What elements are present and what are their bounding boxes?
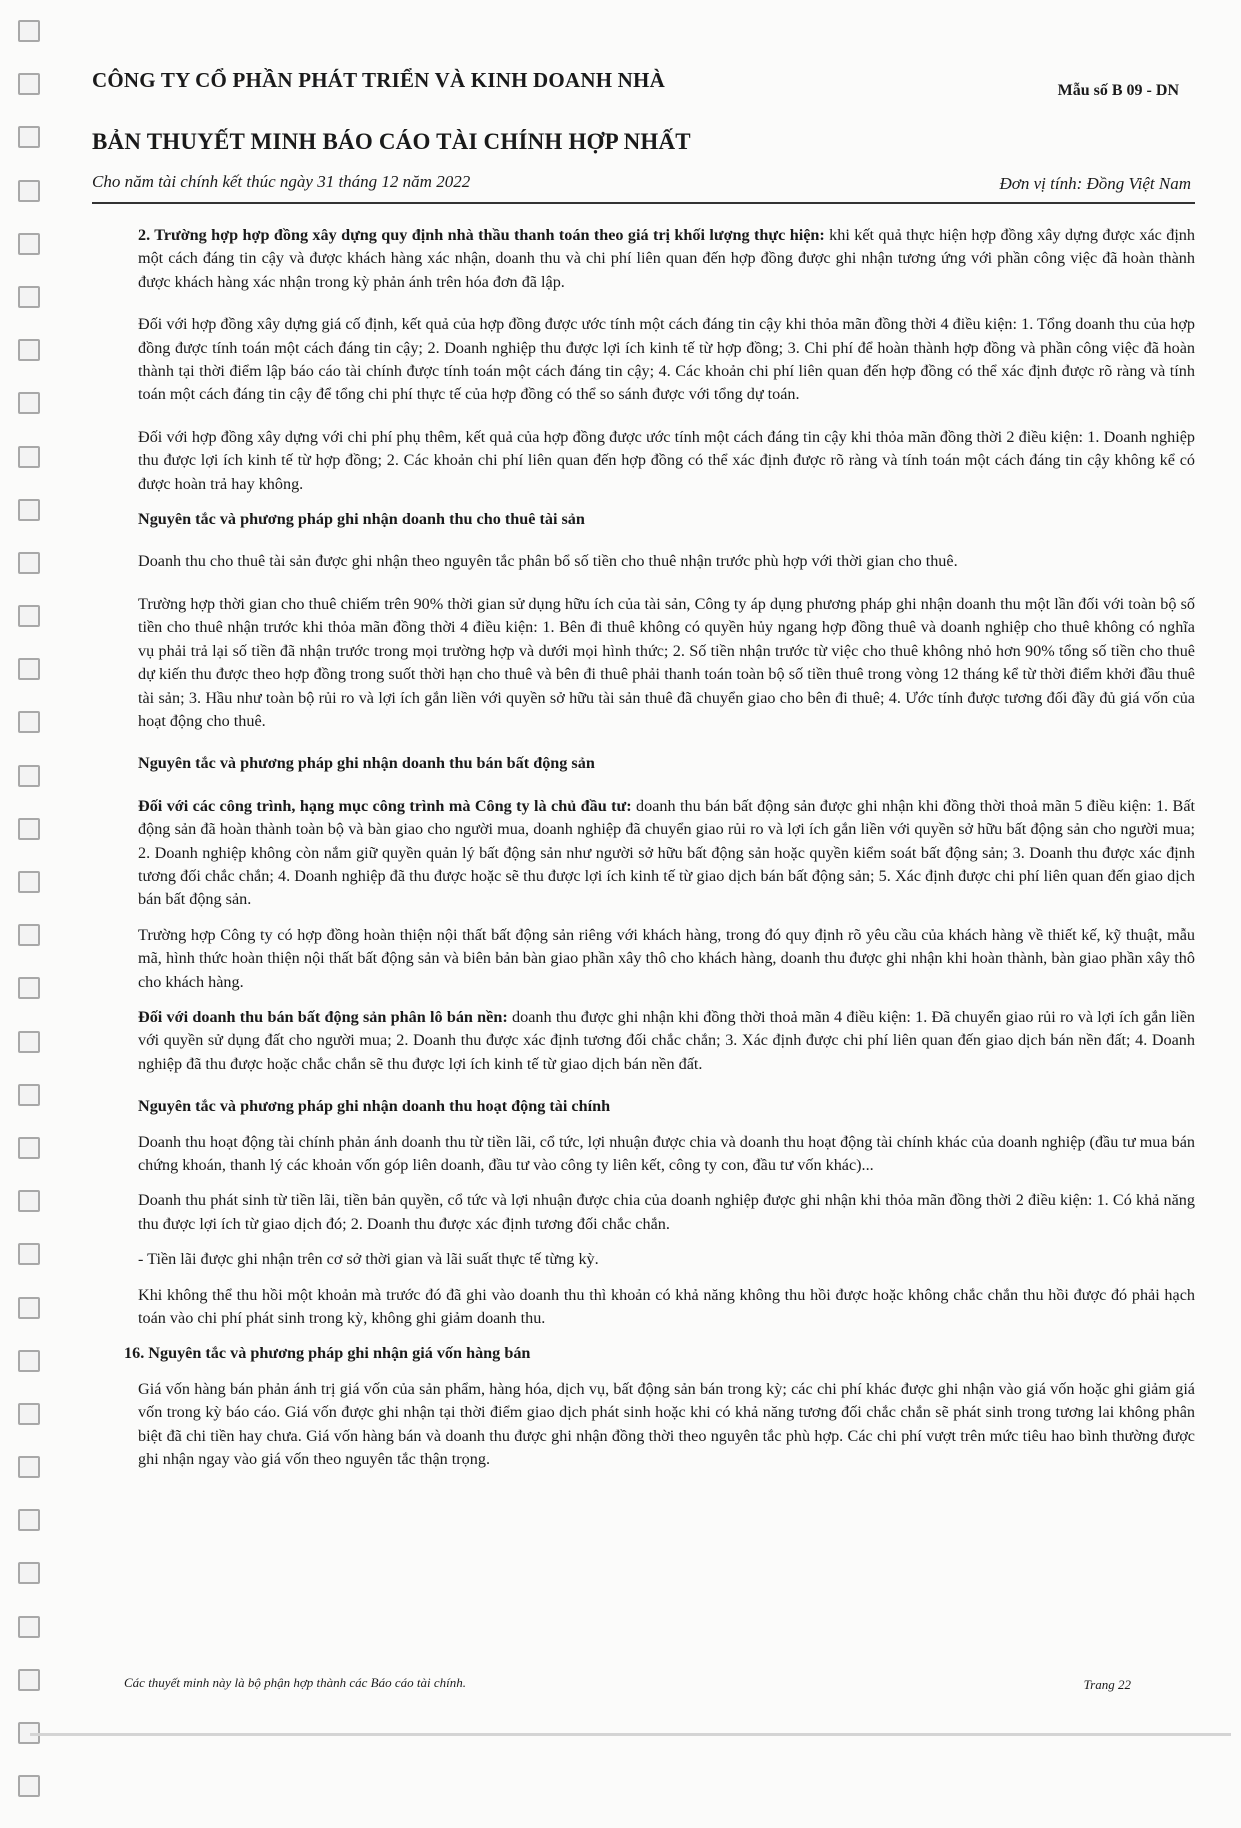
paragraph-land-plots <box>138 1006 1195 1076</box>
binding-hole <box>18 765 40 787</box>
section-heading-cost-of-goods-sold: 16. Nguyên tắc và phương pháp ghi nhận giá vốn hàng bán <box>124 1344 531 1363</box>
paragraph-uncollectible: Khi không thể thu hồi một khoản mà trước đó đã ghi vào doanh thu thì khoản có khả năng không thu hồi được hoặc không chắc chắn thu hồi được đó phải hạch toán vào chi phí phát sinh trong kỳ, không ghi giảm doanh thu. <box>138 1285 1195 1328</box>
binding-hole <box>18 1456 40 1478</box>
binding-hole <box>18 1084 40 1106</box>
binding-hole <box>18 446 40 468</box>
binding-hole <box>18 233 40 255</box>
binding-hole <box>18 711 40 733</box>
paragraph-lease-allocation: Doanh thu cho thuê tài sản được ghi nhận theo nguyên tắc phân bổ số tiền cho thuê nhận trước phù hợp với thời gian cho thuê. <box>138 552 958 571</box>
binding-hole <box>18 126 40 148</box>
report-title: BẢN THUYẾT MINH BÁO CÁO TÀI CHÍNH HỢP NHẤT <box>92 129 691 154</box>
binding-hole <box>18 1562 40 1584</box>
paragraph-text: khi kết quả thực hiện hợp đồng xây dựng được xác định một cách đáng tin cậy và được khách hàng xác nhận, doanh thu và chi phí liên quan đến hợp đồng được ghi nhận tương ứng với phần công việc đã hoàn thành được khách hàng xác nhận trong kỳ phản ánh trên hóa đơn đã lập. <box>138 226 1195 291</box>
paragraph-interest-dividends: Doanh thu phát sinh từ tiền lãi, tiền bản quyền, cổ tức và lợi nhuận được chia của doanh nghiệp được ghi nhận khi thỏa mãn đồng thời 2 điều kiện: 1. Có khả năng thu được lợi ích từ giao dịch đó; 2. Doanh thu được xác định tương đối chắc chắn. <box>138 1191 1195 1233</box>
paragraph-interior-finishing: Trường hợp Công ty có hợp đồng hoàn thiện nội thất bất động sản riêng với khách hàng, trong đó quy định rõ yêu cầu của khách hàng về thiết kế, kỹ thuật, mẫu mã, hình thức hoàn thiện nội thất bất động sản và biên bản bàn giao phần xây thô cho khách hàng, doanh thu được ghi nhận khi hoàn thành, bàn giao phần xây thô cho khách hàng. <box>138 925 1195 991</box>
notes-body <box>124 224 1195 1490</box>
binding-hole <box>18 499 40 521</box>
section-heading-lease-revenue: Nguyên tắc và phương pháp ghi nhận doanh thu cho thuê tài sản <box>138 510 585 529</box>
binding-hole <box>18 180 40 202</box>
binding-hole <box>18 20 40 42</box>
paragraph-lease-one-time: Trường hợp thời gian cho thuê chiếm trên 90% thời gian sử dụng hữu ích của tài sản, Công ty áp dụng phương pháp ghi nhận doanh thu một lần đối với toàn bộ số tiền cho thuê nhận trước khi thỏa mãn đồng thời 4 điều kiện: 1. Bên đi thuê không có quyền hủy ngang hợp đồng thuê và doanh nghiệp cho thuê không có nghĩa vụ phải trả lại số tiền đã nhận trước trong mọi trường hợp và dưới mọi hình thức; 2. Số tiền nhận trước từ việc cho thuê không nhỏ hơn 90% tổng số tiền cho thuê dự kiến thu được theo hợp đồng trong suốt thời hạn cho thuê và bên đi thuê phải thanh toán toàn bộ số tiền thuê trong vòng 12 tháng kể từ thời điểm khởi đầu thuê tài sản; 3. Hầu như toàn bộ rủi ro và lợi ích gắn liền với quyền sở hữu tài sản thuê đã chuyển giao cho bên đi thuê; 4. Ước tính được tương đối đầy đủ giá vốn của hoạt động cho thuê. <box>138 594 1195 730</box>
binding-hole <box>18 1137 40 1159</box>
page-number: Trang 22 <box>1083 1677 1131 1692</box>
paragraph-cost-plus: Đối với hợp đồng xây dựng với chi phí phụ thêm, kết quả của hợp đồng được ước tính một cách đáng tin cậy khi thỏa mãn đồng thời 2 điều kiện: 1. Doanh nghiệp thu được lợi ích kinh tế từ hợp đồng; 2. Các khoản chi phí liên quan đến hợp đồng có thể xác định được rõ ràng và tính toán một cách đáng tin cậy không kể có được hoàn trả hay không. <box>138 427 1195 493</box>
paragraph-text: doanh thu bán bất động sản được ghi nhận khi đồng thời thoả mãn 5 điều kiện: 1. Bất động sản đã hoàn thành toàn bộ và bàn giao cho người mua, doanh nghiệp đã chuyển giao rủi ro và lợi ích gắn liền với quyền sở hữu bất động sản cho người mua; 2. Doanh nghiệp không còn nắm giữ quyền quản lý bất động sản như người sở hữu bất động sản hoặc quyền kiểm soát bất động sản; 3. Doanh thu được xác định tương đối chắc chắn; 4. Doanh nghiệp đã thu được hoặc sẽ thu được lợi ích kinh tế từ giao dịch bán bất động sản; 5. Xác định được chi phí liên quan đến giao dịch bán bất động sản. <box>138 796 1195 909</box>
paragraph-interest-basis: - Tiền lãi được ghi nhận trên cơ sở thời gian và lãi suất thực tế từng kỳ. <box>138 1250 599 1269</box>
binding-hole <box>18 818 40 840</box>
paragraph-cost-of-goods-sold: Giá vốn hàng bán phản ánh trị giá vốn của sản phẩm, hàng hóa, dịch vụ, bất động sản bán trong kỳ; các chi phí khác được ghi nhận vào giá vốn hoặc ghi giảm giá vốn trong kỳ báo cáo. Giá vốn được ghi nhận tại thời điểm giao dịch phát sinh hoặc khi có khả năng tương đối chắc chắn sẽ phát sinh trong tương lai không phân biệt đã chi tiền hay chưa. Giá vốn hàng bán và doanh thu được ghi nhận đồng thời theo nguyên tắc phù hợp. Các chi phí vượt trên mức tiêu hao bình thường được ghi nhận ngay vào giá vốn theo nguyên tắc thận trọng. <box>138 1379 1195 1469</box>
binding-hole <box>18 1616 40 1638</box>
binding-hole <box>18 924 40 946</box>
binding-hole <box>18 1775 40 1797</box>
form-number: Mẫu số B 09 - DN <box>1057 82 1179 99</box>
binding-hole <box>18 977 40 999</box>
binding-hole <box>18 1669 40 1691</box>
header-divider <box>92 202 1195 204</box>
binding-hole <box>18 1350 40 1372</box>
binding-hole <box>18 1243 40 1265</box>
paragraph-financial-revenue: Doanh thu hoạt động tài chính phản ánh doanh thu từ tiền lãi, cổ tức, lợi nhuận được chia và doanh thu hoạt động tài chính khác của doanh nghiệp (đầu tư mua bán chứng khoán, thanh lý các khoản vốn góp liên doanh, đầu tư vào công ty liên kết, công ty con, đầu tư vốn khác)... <box>138 1132 1195 1174</box>
binding-hole <box>18 552 40 574</box>
binding-hole <box>18 658 40 680</box>
page-bottom-edge <box>30 1733 1231 1736</box>
binding-hole <box>18 1403 40 1425</box>
binding-hole <box>18 605 40 627</box>
binding-hole <box>18 1297 40 1319</box>
paragraph-text: doanh thu được ghi nhận khi đồng thời thoả mãn 4 điều kiện: 1. Đã chuyển giao rủi ro và lợi ích gắn liền với quyền sử dụng đất cho người mua; 2. Doanh thu được xác định tương đối chắc chắn; 3. Xác định được chi phí liên quan đến giao dịch bán nền đất; 4. Doanh nghiệp đã thu được hoặc chắc chắn sẽ thu được lợi ích kinh tế từ giao dịch bán nền đất. <box>138 1007 1195 1073</box>
report-period: Cho năm tài chính kết thúc ngày 31 tháng 12 năm 2022 <box>92 172 471 191</box>
binding-hole <box>18 871 40 893</box>
binding-hole <box>18 73 40 95</box>
binding-hole <box>18 339 40 361</box>
binding-hole <box>18 1031 40 1053</box>
footer-note: Các thuyết minh này là bộ phận hợp thành các Báo cáo tài chính. <box>124 1675 466 1690</box>
binding-hole <box>18 1190 40 1212</box>
paragraph-fixed-price: Đối với hợp đồng xây dựng giá cố định, kết quả của hợp đồng được ước tính một cách đáng tin cậy khi thỏa mãn đồng thời 4 điều kiện: 1. Tổng doanh thu của hợp đồng được tính toán một cách đáng tin cậy; 2. Doanh nghiệp thu được lợi ích kinh tế từ hợp đồng; 3. Chi phí để hoàn thành hợp đồng và phần công việc đã hoàn thành tại thời điểm lập báo cáo tài chính được tính toán một cách đáng tin cậy; 4. Các khoản chi phí liên quan đến hợp đồng có thể xác định được rõ ràng và tính toán một cách đáng tin cậy để tổng chi phí thực tế của hợp đồng có thể so sánh được với tổng dự toán. <box>138 315 1195 404</box>
paragraph-lead-bold: Đối với các công trình, hạng mục công trình mà Công ty là chủ đầu tư: <box>138 796 632 815</box>
binding-hole <box>18 286 40 308</box>
section-heading-financial-revenue: Nguyên tắc và phương pháp ghi nhận doanh thu hoạt động tài chính <box>138 1097 611 1116</box>
paragraph-lead-bold: 2. Trường hợp hợp đồng xây dựng quy định nhà thầu thanh toán theo giá trị khối lượng thực hiện: <box>138 226 825 244</box>
paragraph-construction-by-volume <box>138 224 1195 294</box>
paragraph-developer-projects <box>138 795 1195 912</box>
binding-hole <box>18 392 40 414</box>
section-heading-real-estate-revenue: Nguyên tắc và phương pháp ghi nhận doanh thu bán bất động sản <box>138 754 595 773</box>
binding-hole <box>18 1509 40 1531</box>
binding-holes <box>18 20 42 1828</box>
company-name: CÔNG TY CỔ PHẦN PHÁT TRIỂN VÀ KINH DOANH NHÀ <box>92 68 665 92</box>
paragraph-lead-bold: Đối với doanh thu bán bất động sản phân lô bán nền: <box>138 1007 508 1026</box>
currency-unit: Đơn vị tính: Đồng Việt Nam <box>999 174 1191 193</box>
